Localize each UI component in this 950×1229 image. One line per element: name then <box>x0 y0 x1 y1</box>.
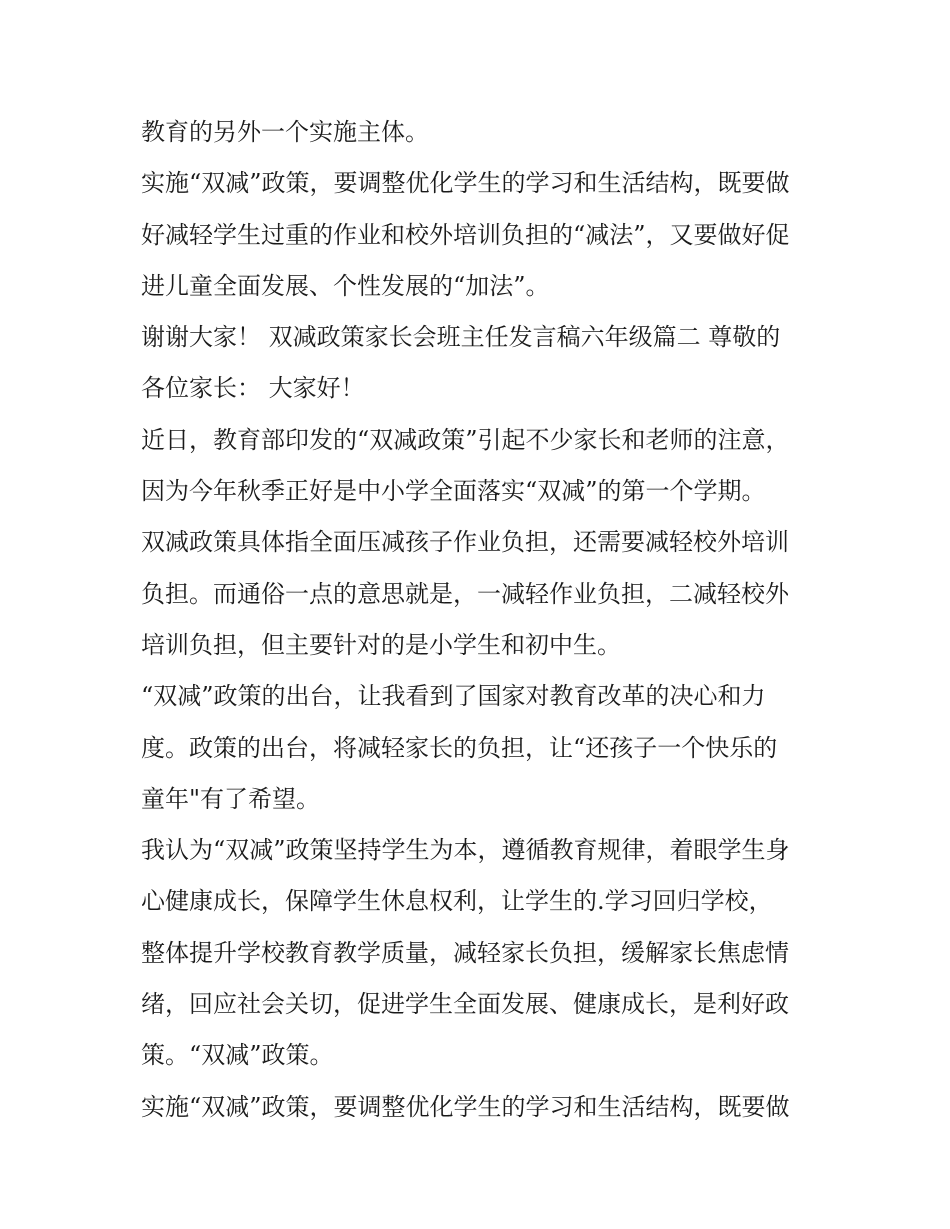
text-line: 童年"有了希望。 <box>141 784 321 813</box>
text-line: 双减政策具体指全面压减孩子作业负担，还需要减轻校外培训 <box>141 528 789 557</box>
text-line: 近日，教育部印发的“双减政策”引起不少家长和老师的注意， <box>141 425 790 454</box>
text-line: 谢谢大家！ 双减政策家长会班主任发言稿六年级篇二 尊敬的 <box>141 323 781 352</box>
text-line: 实施“双减”政策，要调整优化学生的学习和生活结构，既要做 <box>141 169 790 198</box>
text-line: 教育的另外一个实施主体。 <box>141 118 429 146</box>
text-line: 策。“双减”政策。 <box>141 1041 334 1070</box>
text-line: 好减轻学生过重的作业和校外培训负担的“减法”，又要做好促 <box>141 220 790 249</box>
text-line: 培训负担，但主要针对的是小学生和初中生。 <box>141 630 621 659</box>
text-line: 负担。而通俗一点的意思就是，一减轻作业负担，二减轻校外 <box>141 579 789 608</box>
text-line: “双减”政策的出台，让我看到了国家对教育改革的决心和力 <box>141 682 766 711</box>
text-line: 各位家长： 大家好！ <box>141 374 365 403</box>
text-line: 实施“双减”政策，要调整优化学生的学习和生活结构，既要做 <box>141 1092 790 1121</box>
text-line: 绪，回应社会关切，促进学生全面发展、健康成长，是利好政 <box>141 990 789 1019</box>
text-line: 进儿童全面发展、个性发展的“加法”。 <box>141 271 550 300</box>
document-body <box>141 107 821 1133</box>
text-line: 整体提升学校教育教学质量，减轻家长负担，缓解家长焦虑情 <box>141 938 789 967</box>
text-line: 因为今年秋季正好是中小学全面落实“双减”的第一个学期。 <box>141 477 766 506</box>
text-line: 我认为“双减”政策坚持学生为本，遵循教育规律，着眼学生身 <box>141 836 790 865</box>
text-line: 心健康成长，保障学生休息权利，让学生的.学习回归学校， <box>141 887 773 916</box>
text-line: 度。政策的出台，将减轻家长的负担，让“还孩子一个快乐的 <box>141 733 778 762</box>
